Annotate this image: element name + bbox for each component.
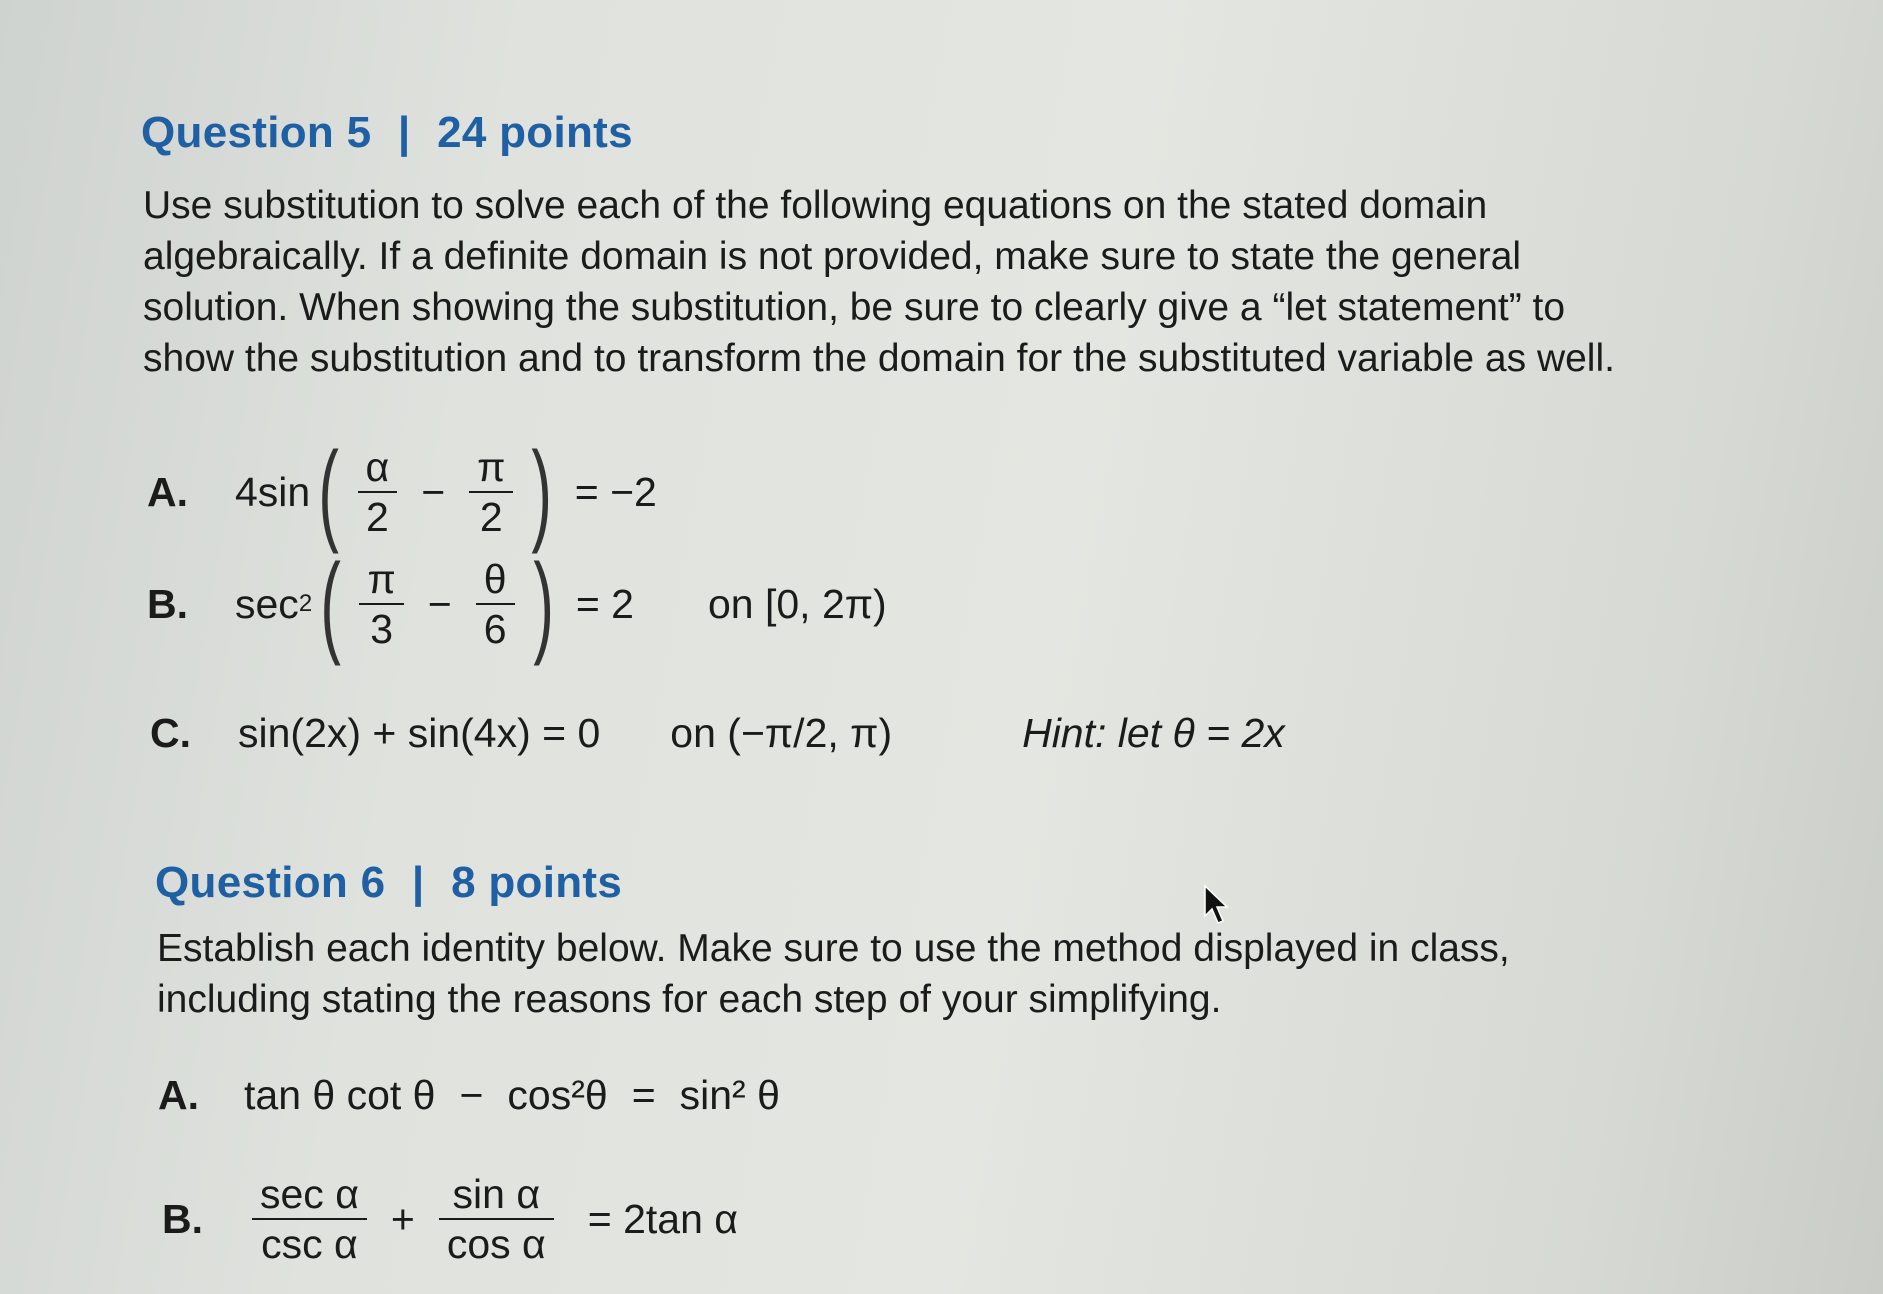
instruction-line: solution. When showing the substitution, be sure to clearly give a “let statement” to bbox=[143, 286, 1566, 329]
question-5-instructions bbox=[143, 180, 1615, 384]
left-paren: ( bbox=[318, 429, 340, 554]
equation-rhs: = 2 bbox=[575, 580, 634, 627]
minus-sign: − bbox=[427, 580, 452, 627]
minus-sign: − bbox=[459, 1072, 484, 1118]
equation-rhs: = 2tan α bbox=[587, 1195, 738, 1242]
lhs-term-2: cos²θ bbox=[507, 1072, 608, 1118]
item-label: B. bbox=[147, 580, 188, 627]
fraction-sin-over-cos bbox=[439, 1170, 554, 1268]
question-6-instructions bbox=[157, 923, 1510, 1025]
question-5-title: Question 5 bbox=[141, 108, 372, 157]
numerator: θ bbox=[483, 556, 507, 602]
instruction-line: show the substitution and to transform the domain for the substituted variable as well. bbox=[143, 337, 1615, 380]
denominator: 2 bbox=[479, 494, 503, 540]
right-paren: ) bbox=[531, 429, 553, 554]
numerator: π bbox=[477, 444, 506, 490]
question-5-points: 24 points bbox=[437, 108, 633, 157]
numerator: α bbox=[365, 444, 390, 490]
fraction-theta-over-6 bbox=[476, 555, 515, 653]
question-5-heading bbox=[141, 108, 633, 158]
denominator: 3 bbox=[370, 606, 394, 652]
instruction-line: including stating the reasons for each step of your simplifying. bbox=[157, 978, 1222, 1021]
fraction-sec-over-csc bbox=[252, 1170, 367, 1268]
fraction-pi-over-2 bbox=[469, 443, 513, 541]
denominator: cos α bbox=[446, 1221, 546, 1267]
lhs-term-1: tan θ cot θ bbox=[244, 1072, 436, 1118]
denominator: csc α bbox=[261, 1221, 358, 1267]
item-label: A. bbox=[158, 1072, 199, 1118]
left-paren: ( bbox=[320, 541, 342, 666]
denominator: 2 bbox=[365, 494, 389, 540]
item-label: A. bbox=[147, 468, 188, 515]
q6-item-a bbox=[158, 1072, 780, 1119]
coefficient-sin: 4sin bbox=[235, 468, 311, 515]
function-sec: sec bbox=[235, 580, 299, 627]
exponent: 2 bbox=[298, 590, 313, 617]
rhs-term: sin² θ bbox=[679, 1072, 780, 1118]
fraction-pi-over-3 bbox=[359, 555, 403, 653]
equation: sin(2x) + sin(4x) = 0 bbox=[238, 710, 601, 756]
mouse-cursor-icon bbox=[1203, 884, 1231, 926]
fraction-alpha-over-2 bbox=[358, 443, 398, 541]
instruction-line: Use substitution to solve each of the following equations on the stated domain bbox=[143, 184, 1488, 227]
item-label: B. bbox=[162, 1195, 203, 1242]
minus-sign: − bbox=[421, 468, 446, 515]
equation-rhs: = −2 bbox=[574, 468, 657, 515]
plus-sign: + bbox=[390, 1195, 415, 1242]
numerator: π bbox=[367, 556, 396, 602]
item-label: C. bbox=[150, 710, 191, 756]
numerator: sin α bbox=[452, 1171, 541, 1217]
numerator: sec α bbox=[260, 1171, 359, 1217]
question-6-title: Question 6 bbox=[155, 858, 386, 907]
q6-item-b bbox=[162, 1170, 752, 1268]
equals-sign: = bbox=[631, 1072, 656, 1118]
question-6-heading bbox=[155, 858, 622, 908]
heading-separator: | bbox=[397, 108, 411, 157]
instruction-line: Establish each identity below. Make sure to use the method displayed in class, bbox=[157, 927, 1510, 970]
heading-separator: | bbox=[411, 858, 425, 907]
right-paren: ) bbox=[532, 541, 554, 666]
hint: Hint: let θ = 2x bbox=[1022, 710, 1285, 756]
q5-item-a bbox=[147, 429, 671, 554]
q5-item-b bbox=[147, 541, 887, 666]
domain: on (−π/2, π) bbox=[670, 710, 893, 756]
instruction-line: algebraically. If a definite domain is not provided, make sure to state the general bbox=[143, 235, 1522, 278]
domain: on [0, 2π) bbox=[707, 580, 887, 627]
question-6-points: 8 points bbox=[451, 858, 623, 907]
q5-item-c bbox=[150, 710, 1285, 757]
denominator: 6 bbox=[483, 606, 507, 652]
